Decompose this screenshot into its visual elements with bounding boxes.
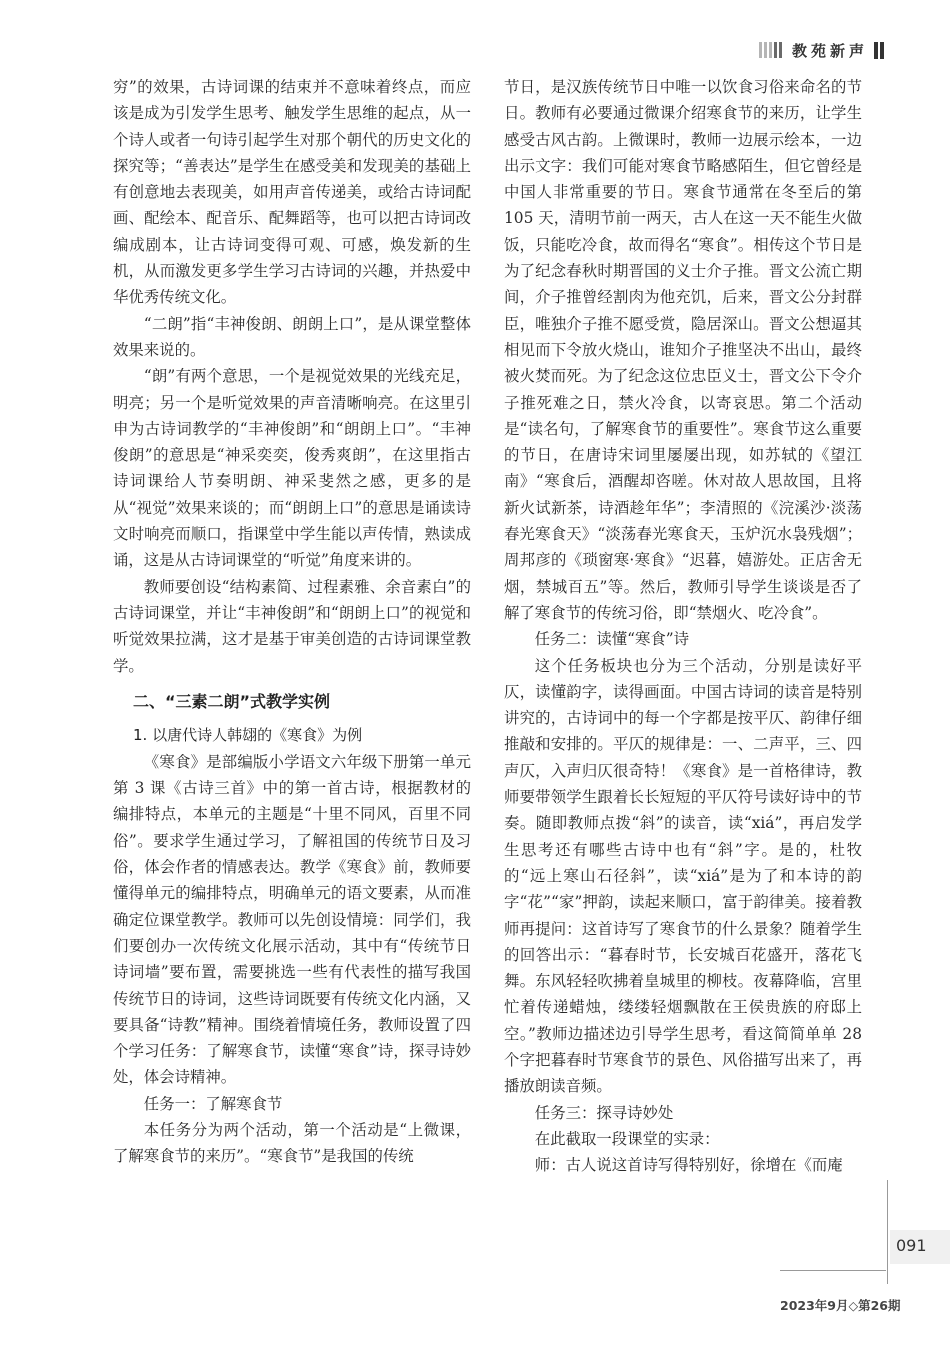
paragraph: 《寒食》是部编版小学语文六年级下册第一单元第 3 课《古诗三首》中的第一首古诗，根据教材的编排特点，本单元的主题是“十里不同风，百里不同俗”。要求学生通过学习，了解祖国的传统节日及习俗，体会作者的情感表达。教学《寒食》前，教师要懂得单元的编排特点，明确单元的语文要素，从而准确定位课堂教学。教师可以先创设情境：同学们，我们要创办一次传统文化展示活动，其中有“传统节日诗词墙”要布置，需要挑选一些有代表性的描写我国传统节日的诗词，这些诗词既要有传统文化内涵，又要具备“诗教”精神。围绕着情境任务，教师设置了四个学习任务：了解寒食节，读懂“寒食”诗，探寻诗妙处，体会诗精神。 [113,752,471,1087]
paragraph: 教师要创设“结构素简、过程素雅、余音素白”的古诗词课堂，并让“丰神俊朗”和“朗朗上口”的视觉和听觉效果拉满，这才是基于审美创造的古诗词课堂教学。 [113,577,471,675]
paragraph: “二朗”指“丰神俊朗、朗朗上口”，是从课堂整体效果来说的。 [113,314,471,359]
page-number: 091 [896,1236,927,1255]
subsection-heading: 1. 以唐代诗人韩翃的《寒食》为例 [133,725,363,744]
task-heading: 任务一：了解寒食节 [143,1094,283,1113]
header-end-bars [872,42,884,59]
section-heading: 二、“三素二朗”式教学实例 [133,691,331,711]
header-decoration-bars [759,42,784,58]
issue-label: 2023年9月◇第26期 [780,1298,901,1313]
right-column [504,74,862,1178]
task-heading: 任务三：探寻诗妙处 [534,1103,674,1122]
footer-vertical-rule [887,1180,888,1284]
footer-horizontal-rule [780,1270,886,1271]
task-heading: 任务二：读懂“寒食”诗 [534,630,690,649]
paragraph: 本任务分为两个活动，第一个活动是“上微课，了解寒食节的来历”。“寒食节”是我国的传统 [113,1120,471,1166]
paragraph: 在此截取一段课堂的实录： [534,1129,720,1148]
paragraph: 节日，是汉族传统节日中唯一以饮食习俗来命名的节日。教师有必要通过微课介绍寒食节的来历，让学生感受古风古韵。上微课时，教师一边展示绘本，一边出示文字：我们可能对寒食节略感陌生，但它曾经是中国人非常重要的节日。寒食节通常在冬至后的第 105 天，清明节前一两天，古人在这一天不能生火做饭，只能吃冷食，故而得名“寒食”。相传这个节日是为了纪念春秋时期晋国的义士介子推。晋文公流亡期间，介子推曾经割肉为他充饥，后来，晋文公分封群臣，唯独介子推不愿受赏，隐居深山。晋文公想逼其相见而下令放火烧山，谁知介子推坚决不出山，最终被火焚而死。为了纪念这位忠臣义士，晋文公下令介子推死难之日，禁火冷食，以寄哀思。第二个活动是“读名句，了解寒食节的重要性”。寒食节这么重要的节日，在唐诗宋词里屡屡出现，如苏轼的《望江南》“寒食后，酒醒却咨嗟。休对故人思故国，且将新火试新茶，诗酒趁年华”；李清照的《浣溪沙·淡荡春光寒食天》“淡荡春光寒食天，玉炉沉水袅残烟”；周邦彦的《琐窗寒·寒食》“迟暮，嬉游处。正店舍无烟，禁城百五”等。然后，教师引导学生谈谈是否了解了寒食节的传统习俗，即“禁烟火、吃冷食”。 [504,78,862,622]
running-header [759,40,884,60]
left-column [113,74,471,1170]
paragraph: 这个任务板块也分为三个活动，分别是读好平仄，读懂韵字，读得画面。中国古诗词的读音是特别讲究的，古诗词中的每一个字都是按平仄、韵律仔细推敲和安排的。平仄的规律是：一、二声平，三、四声仄，入声归仄很奇特！《寒食》是一首格律诗，教师要带领学生跟着长长短短的平仄符号读好诗中的节奏。随即教师点拨“斜”的读音，读“xiá”，再启发学生思考还有哪些古诗中也有“斜”字。是的，杜牧的“远上寒山石径斜”，读“xiá”是为了和本诗的韵字“花”“家”押韵，读起来顺口，富于韵律美。接着教师再提问：这首诗写了寒食节的什么景象？随着学生的回答出示：“暮春时节，长安城百花盛开，落花飞舞。东风轻轻吹拂着皇城里的柳枝。夜幕降临，宫里忙着传递蜡烛，缕缕轻烟飘散在王侯贵族的府邸上空。”教师边描述边引导学生思考，看这简简单单 28 个字把暮春时节寒食节的景色、风俗描写出来了，再播放朗读音频。 [504,656,862,1096]
paragraph: 师：古人说这首诗写得特别好，徐增在《而庵 [534,1156,843,1175]
paragraph: “朗”有两个意思，一个是视觉效果的光线充足，明亮；另一个是听觉效果的声音清晰响亮。在这里引申为古诗词教学的“丰神俊朗”和“朗朗上口”。“丰神俊朗”的意思是“神采奕奕，俊秀爽朗”，在这里指古诗词课给人节奏明朗、神采斐然之感，更多的是从“视觉”效果来谈的；而“朗朗上口”的意思是诵读诗文时响亮而顺口，指课堂中学生能以声传情，熟读成诵，这是从古诗词课堂的“听觉”角度来讲的。 [113,367,471,570]
column-title: 教苑新声 [791,41,868,60]
paragraph: 穷”的效果，古诗词课的结束并不意味着终点，而应该是成为引发学生思考、触发学生思维的起点，从一个诗人或者一句诗引起学生对那个朝代的历史文化的探究等；“善表达”是学生在感受美和发现美的基础上有创意地去表现美，如用声音传递美，或给古诗词配画、配绘本、配音乐、配舞蹈等，也可以把古诗词改编成剧本，让古诗词变得可观、可感，焕发新的生机，从而激发更多学生学习古诗词的兴趣，并热爱中华优秀传统文化。 [113,78,471,307]
